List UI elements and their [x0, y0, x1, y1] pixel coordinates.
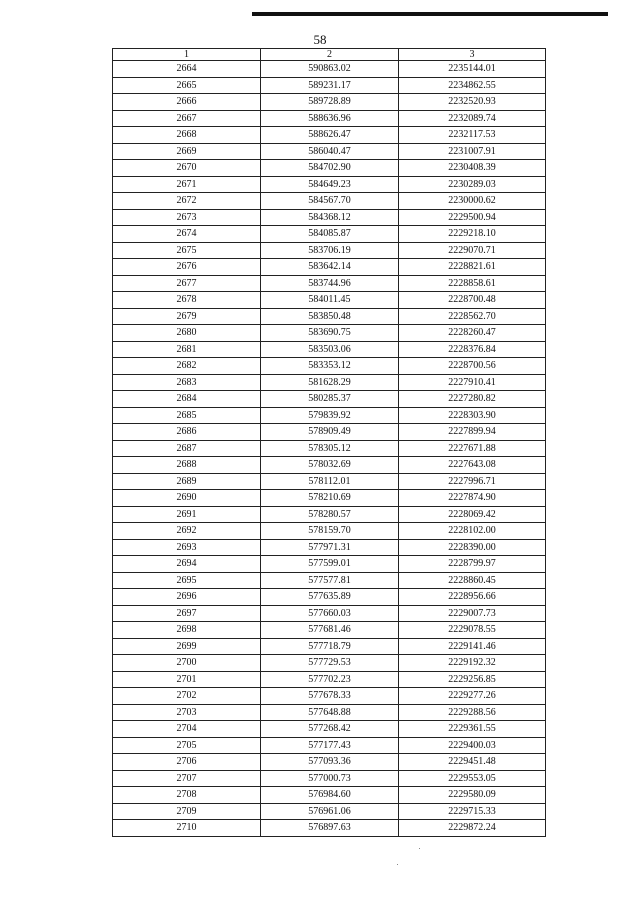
table-row — [113, 589, 546, 606]
table-row — [113, 506, 546, 523]
x-coordinate-cell: 584649.23 — [261, 176, 399, 193]
page-number: 58 — [313, 32, 327, 47]
y-coordinate-cell: 2232089.74 — [399, 110, 546, 127]
point-number-cell: 2691 — [113, 506, 261, 523]
table-row — [113, 523, 546, 540]
x-coordinate-cell: 584567.70 — [261, 193, 399, 210]
point-number-cell: 2694 — [113, 556, 261, 573]
x-coordinate-cell: 590863.02 — [261, 61, 399, 78]
x-coordinate-cell: 588626.47 — [261, 127, 399, 144]
point-number-cell: 2680 — [113, 325, 261, 342]
table-row — [113, 242, 546, 259]
y-coordinate-cell: 2229288.56 — [399, 704, 546, 721]
point-number-cell: 2678 — [113, 292, 261, 309]
table-row — [113, 737, 546, 754]
point-number-cell: 2683 — [113, 374, 261, 391]
header-row — [113, 49, 546, 61]
table-row — [113, 704, 546, 721]
x-coordinate-cell: 577971.31 — [261, 539, 399, 556]
table-row — [113, 110, 546, 127]
point-number-cell: 2674 — [113, 226, 261, 243]
point-number-cell: 2693 — [113, 539, 261, 556]
x-coordinate-cell: 584702.90 — [261, 160, 399, 177]
point-number-cell: 2703 — [113, 704, 261, 721]
y-coordinate-cell: 2229218.10 — [399, 226, 546, 243]
table-row — [113, 127, 546, 144]
point-number-cell: 2669 — [113, 143, 261, 160]
y-coordinate-cell: 2229553.05 — [399, 770, 546, 787]
point-number-cell: 2695 — [113, 572, 261, 589]
x-coordinate-cell: 577678.33 — [261, 688, 399, 705]
table-row — [113, 539, 546, 556]
column-header-point: 1 — [113, 49, 261, 61]
y-coordinate-cell: 2229872.24 — [399, 820, 546, 837]
y-coordinate-cell: 2228956.66 — [399, 589, 546, 606]
y-coordinate-cell: 2229451.48 — [399, 754, 546, 771]
y-coordinate-cell: 2228700.48 — [399, 292, 546, 309]
x-coordinate-cell: 583642.14 — [261, 259, 399, 276]
x-coordinate-cell: 577729.53 — [261, 655, 399, 672]
x-coordinate-cell: 583706.19 — [261, 242, 399, 259]
y-coordinate-cell: 2228390.00 — [399, 539, 546, 556]
y-coordinate-cell: 2229141.46 — [399, 638, 546, 655]
x-coordinate-cell: 577268.42 — [261, 721, 399, 738]
point-number-cell: 2687 — [113, 440, 261, 457]
y-coordinate-cell: 2229715.33 — [399, 803, 546, 820]
point-number-cell: 2688 — [113, 457, 261, 474]
y-coordinate-cell: 2232520.93 — [399, 94, 546, 111]
x-coordinate-cell: 578305.12 — [261, 440, 399, 457]
x-coordinate-cell: 588636.96 — [261, 110, 399, 127]
x-coordinate-cell: 577000.73 — [261, 770, 399, 787]
y-coordinate-cell: 2227280.82 — [399, 391, 546, 408]
table-row — [113, 209, 546, 226]
point-number-cell: 2697 — [113, 605, 261, 622]
y-coordinate-cell: 2229500.94 — [399, 209, 546, 226]
table-header — [113, 49, 546, 61]
y-coordinate-cell: 2227874.90 — [399, 490, 546, 507]
table-row — [113, 671, 546, 688]
column-header-y: 3 — [399, 49, 546, 61]
y-coordinate-cell: 2230000.62 — [399, 193, 546, 210]
table-body — [113, 61, 546, 837]
point-number-cell: 2698 — [113, 622, 261, 639]
table-row — [113, 160, 546, 177]
table-row — [113, 638, 546, 655]
x-coordinate-cell: 589231.17 — [261, 77, 399, 94]
point-number-cell: 2700 — [113, 655, 261, 672]
point-number-cell: 2668 — [113, 127, 261, 144]
point-number-cell: 2667 — [113, 110, 261, 127]
y-coordinate-cell: 2229361.55 — [399, 721, 546, 738]
x-coordinate-cell: 586040.47 — [261, 143, 399, 160]
y-coordinate-cell: 2232117.53 — [399, 127, 546, 144]
point-number-cell: 2690 — [113, 490, 261, 507]
point-number-cell: 2696 — [113, 589, 261, 606]
table-row — [113, 77, 546, 94]
y-coordinate-cell: 2230289.03 — [399, 176, 546, 193]
point-number-cell: 2682 — [113, 358, 261, 375]
x-coordinate-cell: 576961.06 — [261, 803, 399, 820]
y-coordinate-cell: 2228562.70 — [399, 308, 546, 325]
table-row — [113, 358, 546, 375]
x-coordinate-cell: 576897.63 — [261, 820, 399, 837]
point-number-cell: 2684 — [113, 391, 261, 408]
y-coordinate-cell: 2229580.09 — [399, 787, 546, 804]
point-number-cell: 2672 — [113, 193, 261, 210]
table-row — [113, 143, 546, 160]
x-coordinate-cell: 577093.36 — [261, 754, 399, 771]
point-number-cell: 2709 — [113, 803, 261, 820]
y-coordinate-cell: 2227671.88 — [399, 440, 546, 457]
coordinate-table — [112, 48, 546, 837]
y-coordinate-cell: 2228260.47 — [399, 325, 546, 342]
point-number-cell: 2702 — [113, 688, 261, 705]
table-row — [113, 193, 546, 210]
point-number-cell: 2689 — [113, 473, 261, 490]
x-coordinate-cell: 584085.87 — [261, 226, 399, 243]
y-coordinate-cell: 2228858.61 — [399, 275, 546, 292]
table-row — [113, 94, 546, 111]
y-coordinate-cell: 2228376.84 — [399, 341, 546, 358]
column-header-x: 2 — [261, 49, 399, 61]
y-coordinate-cell: 2228821.61 — [399, 259, 546, 276]
point-number-cell: 2704 — [113, 721, 261, 738]
x-coordinate-cell: 589728.89 — [261, 94, 399, 111]
table-row — [113, 457, 546, 474]
x-coordinate-cell: 577681.46 — [261, 622, 399, 639]
x-coordinate-cell: 578159.70 — [261, 523, 399, 540]
x-coordinate-cell: 578280.57 — [261, 506, 399, 523]
y-coordinate-cell: 2235144.01 — [399, 61, 546, 78]
table-row — [113, 820, 546, 837]
table-row — [113, 325, 546, 342]
y-coordinate-cell: 2227996.71 — [399, 473, 546, 490]
x-coordinate-cell: 583690.75 — [261, 325, 399, 342]
y-coordinate-cell: 2228799.97 — [399, 556, 546, 573]
y-coordinate-cell: 2227910.41 — [399, 374, 546, 391]
table-row — [113, 490, 546, 507]
y-coordinate-cell: 2228069.42 — [399, 506, 546, 523]
point-number-cell: 2699 — [113, 638, 261, 655]
y-coordinate-cell: 2228303.90 — [399, 407, 546, 424]
point-number-cell: 2677 — [113, 275, 261, 292]
table-row — [113, 803, 546, 820]
table-row — [113, 292, 546, 309]
x-coordinate-cell: 577718.79 — [261, 638, 399, 655]
table-row — [113, 556, 546, 573]
x-coordinate-cell: 577660.03 — [261, 605, 399, 622]
y-coordinate-cell: 2229277.26 — [399, 688, 546, 705]
x-coordinate-cell: 583744.96 — [261, 275, 399, 292]
x-coordinate-cell: 583353.12 — [261, 358, 399, 375]
x-coordinate-cell: 577177.43 — [261, 737, 399, 754]
y-coordinate-cell: 2229070.71 — [399, 242, 546, 259]
x-coordinate-cell: 577648.88 — [261, 704, 399, 721]
table-row — [113, 275, 546, 292]
table-row — [113, 391, 546, 408]
table-row — [113, 440, 546, 457]
x-coordinate-cell: 576984.60 — [261, 787, 399, 804]
y-coordinate-cell: 2227899.94 — [399, 424, 546, 441]
x-coordinate-cell: 581628.29 — [261, 374, 399, 391]
table-row — [113, 473, 546, 490]
table-row — [113, 721, 546, 738]
x-coordinate-cell: 577577.81 — [261, 572, 399, 589]
x-coordinate-cell: 578032.69 — [261, 457, 399, 474]
y-coordinate-cell: 2229192.32 — [399, 655, 546, 672]
point-number-cell: 2675 — [113, 242, 261, 259]
x-coordinate-cell: 578909.49 — [261, 424, 399, 441]
y-coordinate-cell: 2229007.73 — [399, 605, 546, 622]
point-number-cell: 2701 — [113, 671, 261, 688]
scan-speck — [419, 848, 420, 849]
x-coordinate-cell: 577635.89 — [261, 589, 399, 606]
x-coordinate-cell: 583503.06 — [261, 341, 399, 358]
table-row — [113, 605, 546, 622]
table-row — [113, 688, 546, 705]
scan-speck — [397, 864, 398, 865]
table-row — [113, 374, 546, 391]
table-row — [113, 655, 546, 672]
x-coordinate-cell: 584368.12 — [261, 209, 399, 226]
table-row — [113, 622, 546, 639]
point-number-cell: 2706 — [113, 754, 261, 771]
point-number-cell: 2692 — [113, 523, 261, 540]
point-number-cell: 2666 — [113, 94, 261, 111]
x-coordinate-cell: 577599.01 — [261, 556, 399, 573]
y-coordinate-cell: 2234862.55 — [399, 77, 546, 94]
y-coordinate-cell: 2229256.85 — [399, 671, 546, 688]
point-number-cell: 2686 — [113, 424, 261, 441]
y-coordinate-cell: 2227643.08 — [399, 457, 546, 474]
x-coordinate-cell: 583850.48 — [261, 308, 399, 325]
y-coordinate-cell: 2228102.00 — [399, 523, 546, 540]
x-coordinate-cell: 578210.69 — [261, 490, 399, 507]
y-coordinate-cell: 2229400.03 — [399, 737, 546, 754]
point-number-cell: 2665 — [113, 77, 261, 94]
table-row — [113, 770, 546, 787]
point-number-cell: 2708 — [113, 787, 261, 804]
header-rule — [252, 12, 608, 16]
x-coordinate-cell: 579839.92 — [261, 407, 399, 424]
table-row — [113, 424, 546, 441]
table-row — [113, 407, 546, 424]
y-coordinate-cell: 2229078.55 — [399, 622, 546, 639]
table-row — [113, 787, 546, 804]
x-coordinate-cell: 578112.01 — [261, 473, 399, 490]
y-coordinate-cell: 2228700.56 — [399, 358, 546, 375]
table-row — [113, 259, 546, 276]
point-number-cell: 2707 — [113, 770, 261, 787]
point-number-cell: 2685 — [113, 407, 261, 424]
table-row — [113, 754, 546, 771]
table-row — [113, 341, 546, 358]
point-number-cell: 2664 — [113, 61, 261, 78]
x-coordinate-cell: 584011.45 — [261, 292, 399, 309]
table-row — [113, 61, 546, 78]
table-row — [113, 572, 546, 589]
table-row — [113, 176, 546, 193]
point-number-cell: 2670 — [113, 160, 261, 177]
point-number-cell: 2681 — [113, 341, 261, 358]
point-number-cell: 2710 — [113, 820, 261, 837]
point-number-cell: 2671 — [113, 176, 261, 193]
point-number-cell: 2676 — [113, 259, 261, 276]
point-number-cell: 2679 — [113, 308, 261, 325]
y-coordinate-cell: 2230408.39 — [399, 160, 546, 177]
x-coordinate-cell: 580285.37 — [261, 391, 399, 408]
point-number-cell: 2673 — [113, 209, 261, 226]
y-coordinate-cell: 2228860.45 — [399, 572, 546, 589]
x-coordinate-cell: 577702.23 — [261, 671, 399, 688]
y-coordinate-cell: 2231007.91 — [399, 143, 546, 160]
table-row — [113, 308, 546, 325]
point-number-cell: 2705 — [113, 737, 261, 754]
table-row — [113, 226, 546, 243]
